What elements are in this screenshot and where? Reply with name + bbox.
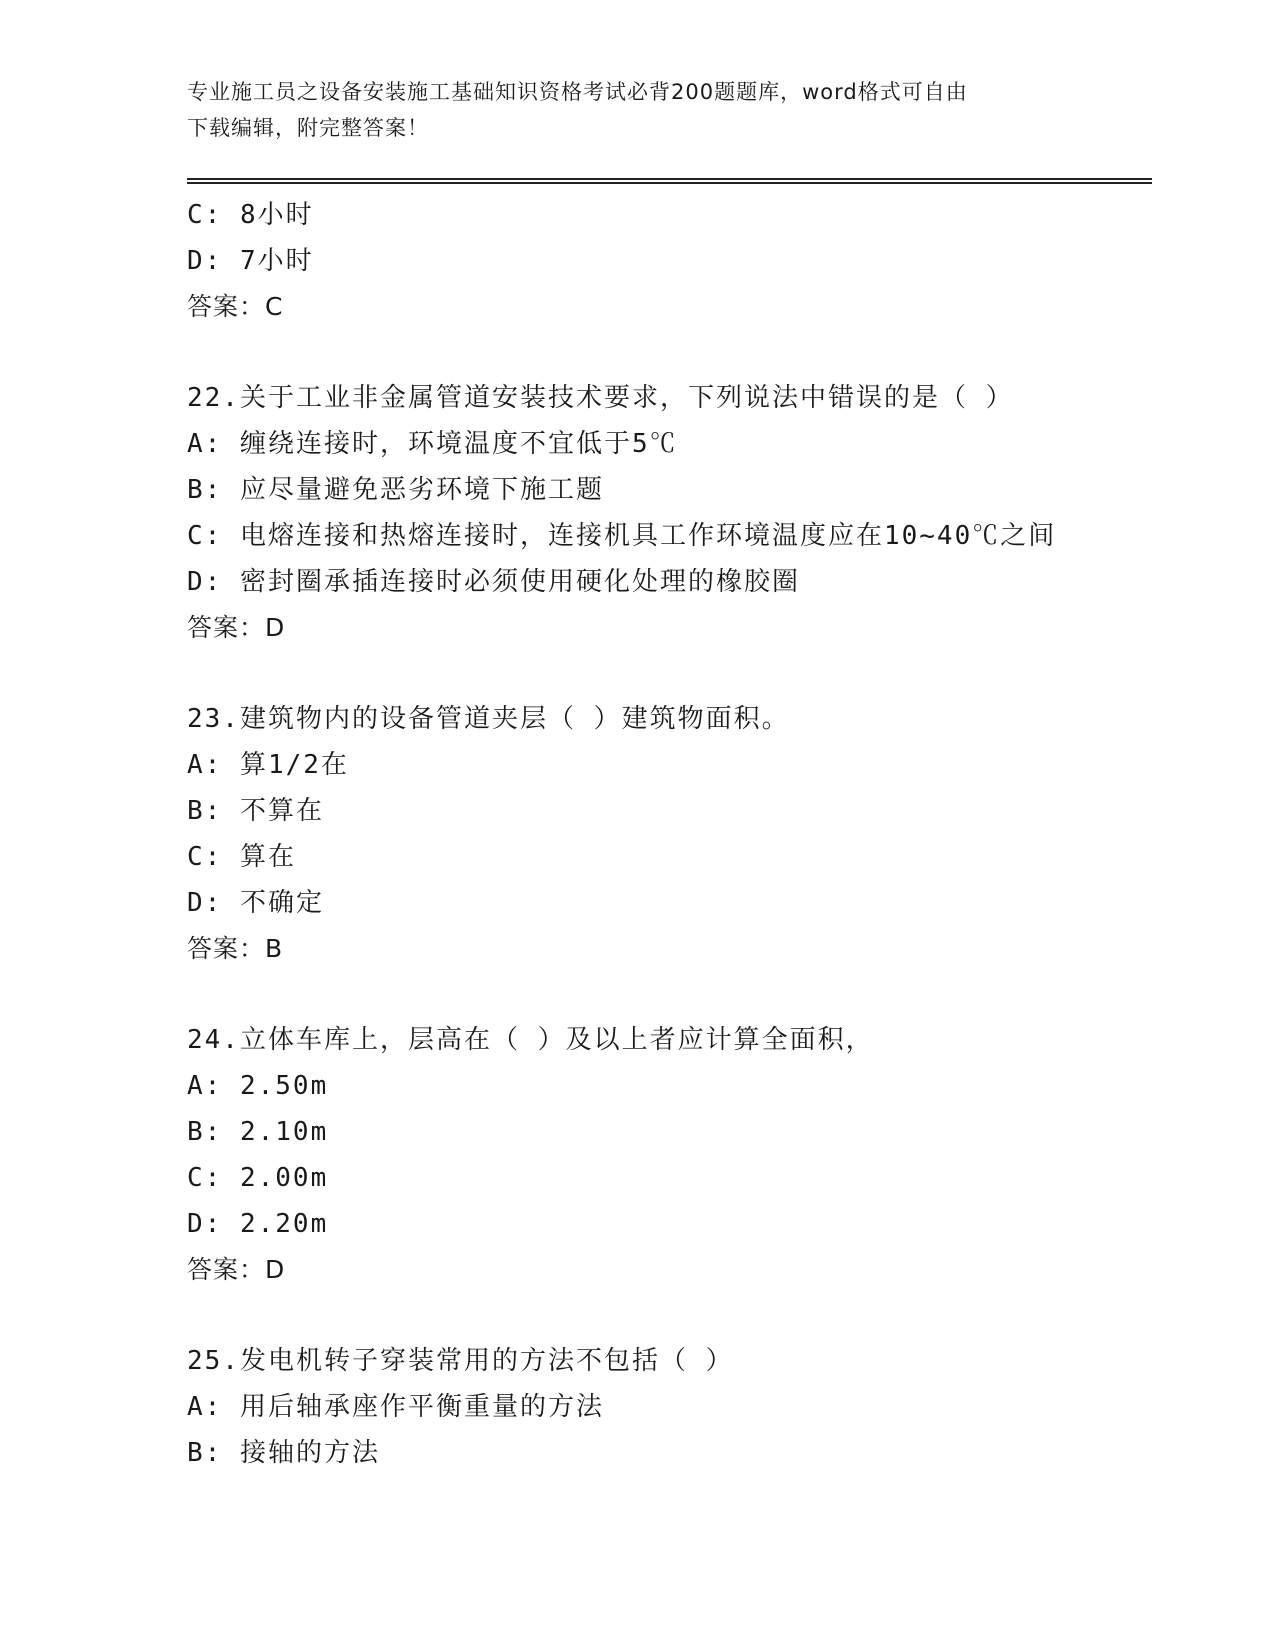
question-21 xyxy=(187,192,1152,330)
question-text: 23.建筑物内的设备管道夹层（ ）建筑物面积。 xyxy=(187,704,790,734)
spacer xyxy=(187,972,1152,1017)
answer: 答案：B xyxy=(187,934,284,963)
answer: 答案：C xyxy=(187,292,284,321)
option-b: B: 接轴的方法 xyxy=(187,1438,380,1468)
question-24 xyxy=(187,1017,1152,1293)
option-a: A: 算1/2在 xyxy=(187,750,349,780)
option-d: D: 不确定 xyxy=(187,888,324,918)
option-c: C: 电熔连接和热熔连接时，连接机具工作环境温度应在10~40℃之间 xyxy=(187,521,1057,551)
option-d: D: 密封圈承插连接时必须使用硬化处理的橡胶圈 xyxy=(187,567,800,597)
option-b: B: 应尽量避免恶劣环境下施工题 xyxy=(187,475,604,505)
question-25 xyxy=(187,1338,1152,1476)
option-d: D: 7小时 xyxy=(187,246,314,276)
option-a: A: 用后轴承座作平衡重量的方法 xyxy=(187,1392,604,1422)
question-list xyxy=(187,192,1152,1476)
option-c: C: 算在 xyxy=(187,842,296,872)
document-header xyxy=(187,74,1087,146)
question-23 xyxy=(187,696,1152,972)
option-b: B: 2.10m xyxy=(187,1117,329,1147)
answer: 答案：D xyxy=(187,613,286,642)
option-b: B: 不算在 xyxy=(187,796,324,826)
spacer xyxy=(187,651,1152,696)
header-divider xyxy=(187,178,1152,184)
option-a: A: 缠绕连接时，环境温度不宜低于5℃ xyxy=(187,429,678,459)
question-text: 24.立体车库上，层高在（ ）及以上者应计算全面积， xyxy=(187,1025,874,1055)
option-c: C: 2.00m xyxy=(187,1163,329,1193)
question-22 xyxy=(187,375,1152,651)
question-text: 22.关于工业非金属管道安装技术要求，下列说法中错误的是（ ） xyxy=(187,383,1014,413)
header-line-2: 下载编辑，附完整答案！ xyxy=(187,116,429,140)
spacer xyxy=(187,1293,1152,1338)
option-c: C: 8小时 xyxy=(187,200,314,230)
spacer xyxy=(187,330,1152,375)
question-text: 25.发电机转子穿装常用的方法不包括（ ） xyxy=(187,1346,734,1376)
option-a: A: 2.50m xyxy=(187,1071,329,1101)
option-d: D: 2.20m xyxy=(187,1209,329,1239)
answer: 答案：D xyxy=(187,1255,286,1284)
header-line-1: 专业施工员之设备安装施工基础知识资格考试必背200题题库，word格式可自由 xyxy=(187,80,968,104)
